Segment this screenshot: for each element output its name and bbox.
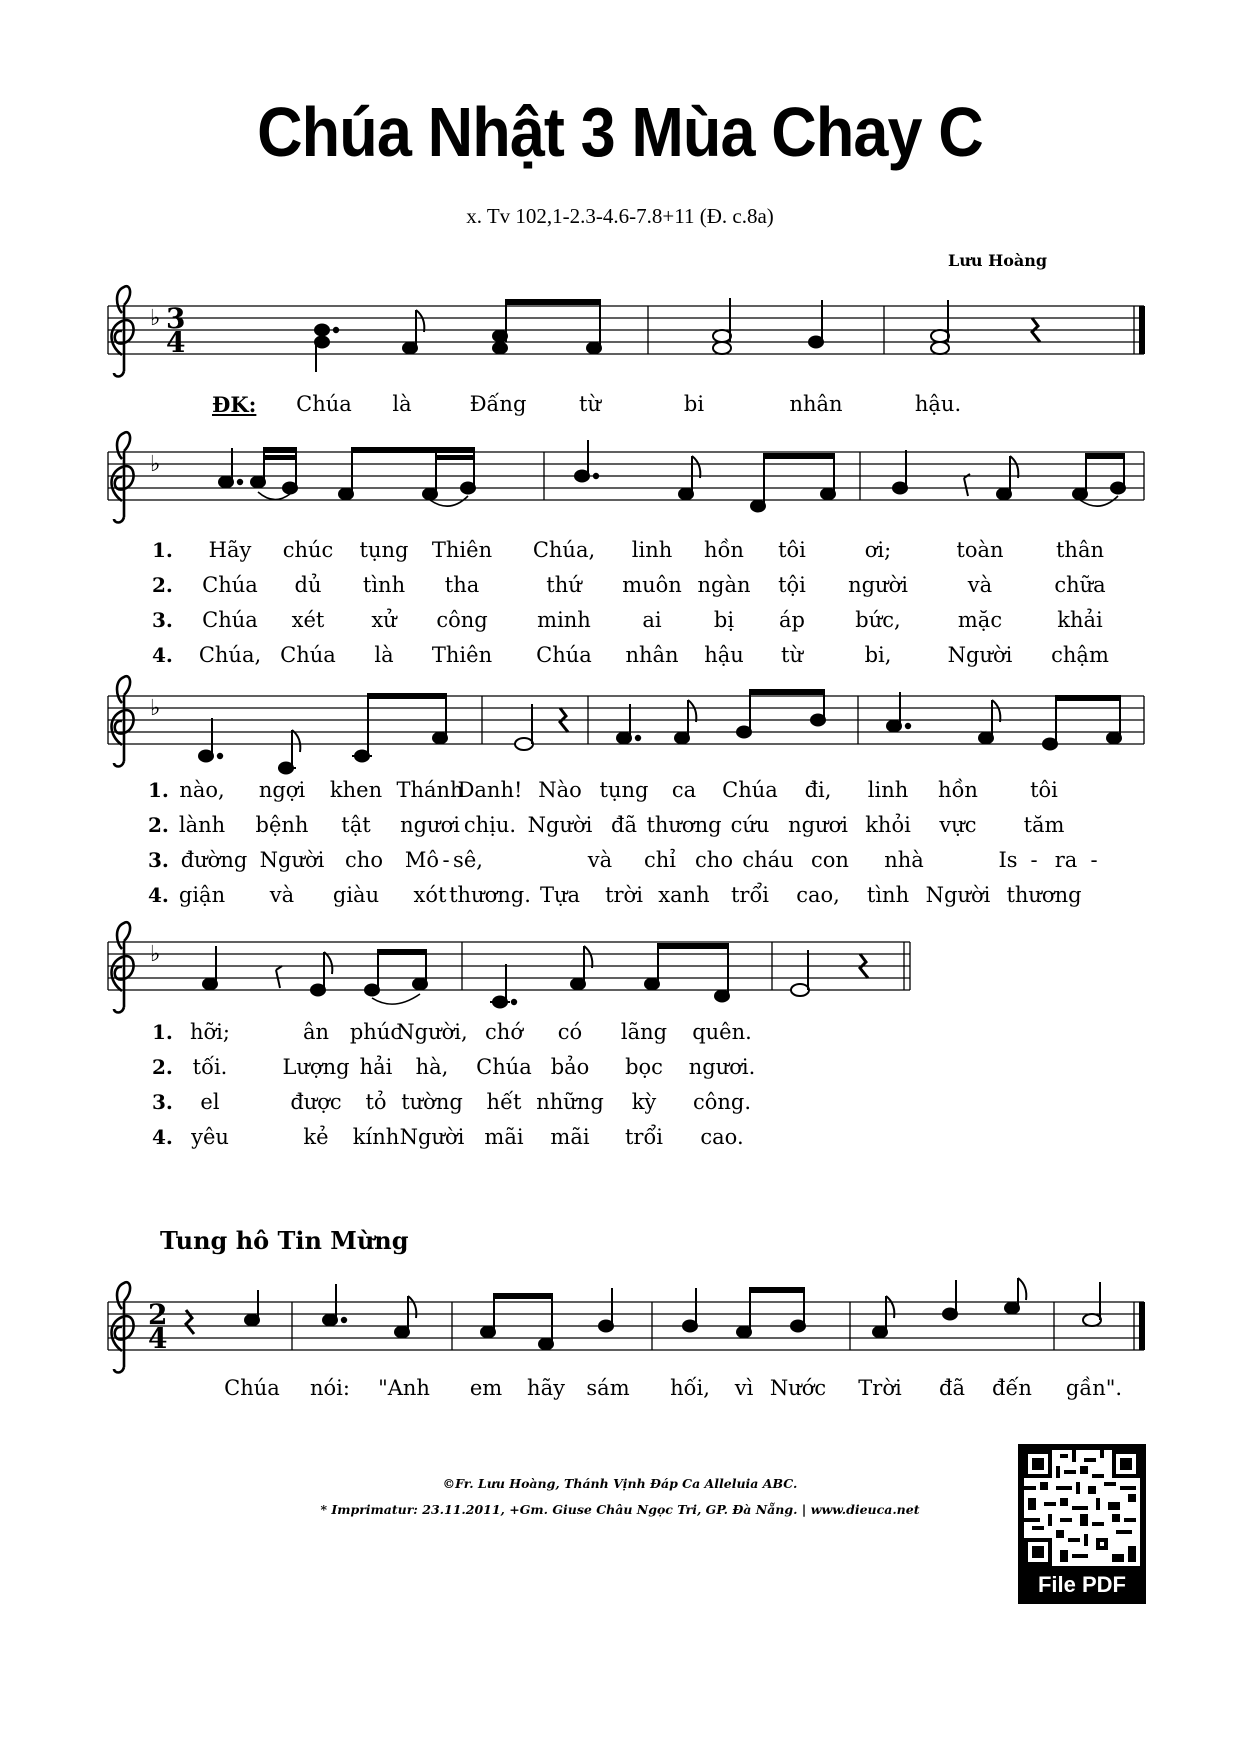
- lyric-syllable: là: [392, 392, 412, 416]
- acclamation-heading: Tung hô Tin Mừng: [160, 1226, 409, 1255]
- lyric-syllable: ngươi: [788, 813, 848, 837]
- lyric-syllable: ai: [642, 608, 662, 632]
- lyric-syllable: chúc: [282, 538, 334, 562]
- svg-text:4: 4: [148, 1322, 168, 1355]
- svg-text:♭: ♭: [150, 696, 161, 721]
- lyric-syllable: bi,: [864, 643, 892, 667]
- lyric-syllable: ngàn: [697, 573, 751, 597]
- verse-number: 3.: [152, 1090, 173, 1114]
- lyric-syllable: kỳ: [631, 1090, 657, 1114]
- staff-system-1: [108, 286, 1145, 376]
- lyric-syllable: được: [290, 1090, 342, 1114]
- lyric-syllable: nói:: [310, 1376, 350, 1400]
- lyric-syllable: "Anh: [378, 1376, 430, 1400]
- lyric-syllable: thứ: [546, 573, 582, 597]
- lyric-syllable: cho: [695, 848, 733, 872]
- lyric-syllable: nhân: [625, 643, 679, 667]
- lyric-syllable: vực: [939, 813, 977, 837]
- lyric-syllable: sám: [586, 1376, 630, 1400]
- lyric-syllable: người: [848, 573, 908, 597]
- lyric-syllable: hậu.: [914, 392, 962, 416]
- lyric-syllable: thương.: [449, 883, 531, 907]
- lyric-syllable: Mô: [404, 848, 440, 872]
- lyric-syllable: lành: [178, 813, 226, 837]
- lyric-syllable: mặc: [957, 608, 1003, 632]
- lyric-syllable: tụng: [359, 538, 409, 562]
- lyric-syllable: Trời: [858, 1376, 902, 1400]
- lyric-syllable: đến: [992, 1376, 1032, 1400]
- lyric-syllable: Người: [527, 813, 593, 837]
- verse-number: 1.: [152, 1020, 173, 1044]
- lyric-syllable: tăm: [1023, 813, 1065, 837]
- lyric-syllable: công: [436, 608, 488, 632]
- lyric-syllable: quên.: [692, 1020, 752, 1044]
- lyric-syllable: chậm: [1051, 643, 1109, 667]
- qr-label: File PDF: [1037, 1572, 1126, 1597]
- lyric-syllable: những: [536, 1090, 604, 1114]
- lyric-syllable: cháu: [742, 848, 794, 872]
- verse-number: 4.: [152, 643, 173, 667]
- qr-pattern: [1024, 1450, 1140, 1566]
- lyric-syllable: khỏi: [865, 813, 911, 837]
- lyric-syllable: kẻ: [303, 1125, 329, 1149]
- svg-text:♭: ♭: [150, 452, 161, 477]
- lyric-syllable: mãi: [550, 1125, 590, 1149]
- lyric-syllable: thương: [1006, 883, 1082, 907]
- lyric-syllable: ca: [671, 778, 697, 802]
- lyric-syllable: đã: [939, 1376, 965, 1400]
- lyric-syllable: cho: [345, 848, 383, 872]
- lyric-syllable: Chúa: [202, 608, 258, 632]
- lyric-syllable: lãng: [620, 1020, 668, 1044]
- lyric-syllable: chỉ: [643, 848, 677, 872]
- lyric-syllable: từ: [781, 643, 803, 667]
- lyric-syllable: ngợi: [258, 778, 306, 802]
- lyric-syllable: hỡi;: [190, 1020, 230, 1044]
- lyric-syllable: chữa: [1054, 573, 1106, 597]
- staff-system-acclamation: [108, 1278, 1145, 1373]
- verse-number: 2.: [148, 813, 169, 837]
- lyric-syllable: tật: [341, 813, 371, 837]
- lyric-syllable: và: [269, 883, 295, 907]
- lyric-syllable: vì: [734, 1376, 754, 1400]
- svg-text:2: 2: [148, 1298, 168, 1331]
- lyric-syllable: khen: [329, 778, 383, 802]
- lyric-syllable: trời: [605, 883, 643, 907]
- lyric-syllable: Nào: [538, 778, 582, 802]
- lyric-syllable: nhân: [789, 392, 843, 416]
- lyric-syllable: muôn: [622, 573, 682, 597]
- lyric-syllable: đi,: [804, 778, 832, 802]
- verse-number: 4.: [152, 1125, 173, 1149]
- lyric-syllable: hồn: [704, 538, 744, 562]
- lyric-syllable: và: [967, 573, 993, 597]
- lyric-syllable: ngươi.: [688, 1055, 756, 1079]
- lyric-syllable: tường: [401, 1090, 463, 1114]
- lyric-syllable: xót: [413, 883, 447, 907]
- lyric-syllable: Chúa: [296, 392, 352, 416]
- lyric-syllable: Is: [998, 848, 1018, 872]
- lyric-syllable: là: [374, 643, 394, 667]
- lyric-syllable: el: [200, 1090, 220, 1114]
- lyric-syllable: tụng: [599, 778, 649, 802]
- lyric-syllable: Lượng: [282, 1055, 350, 1079]
- flat-key-signature: ♭: [150, 306, 161, 331]
- lyric-syllable: Chúa: [202, 573, 258, 597]
- lyric-syllable: đã: [611, 813, 637, 837]
- lyric-syllable: con: [811, 848, 849, 872]
- lyric-syllable: tỏ: [365, 1090, 387, 1114]
- qr-code[interactable]: [1018, 1444, 1146, 1604]
- lyric-syllable: Người: [399, 1125, 465, 1149]
- lyric-syllable: bi: [683, 392, 705, 416]
- page-title: Chúa Nhật 3 Mùa Chay C: [257, 93, 983, 171]
- lyric-syllable: dủ: [294, 573, 322, 597]
- lyric-syllable: trổi: [624, 1125, 664, 1149]
- lyric-syllable: phúc: [349, 1020, 403, 1044]
- lyric-syllable: bệnh: [255, 813, 309, 837]
- lyric-syllable: linh: [867, 778, 909, 802]
- lyric-syllable: xử: [371, 608, 397, 632]
- lyric-syllable: nhà: [884, 848, 924, 872]
- staff-system-4: [108, 922, 910, 1012]
- lyric-syllable: -: [1090, 848, 1098, 872]
- lyric-syllable: Danh!: [457, 778, 523, 802]
- lyric-syllable: hải: [359, 1055, 393, 1079]
- lyric-syllable: nào,: [179, 778, 225, 802]
- lyric-syllable: sê,: [453, 848, 483, 872]
- lyric-syllable: Tựa: [539, 883, 581, 907]
- lyric-syllable: Người: [947, 643, 1013, 667]
- lyric-syllable: Người: [259, 848, 325, 872]
- lyric-syllable: thân: [1055, 538, 1105, 562]
- lyric-syllable: bảo: [550, 1055, 590, 1079]
- lyric-syllable: Thánh: [396, 778, 464, 802]
- lyric-syllable: chớ: [485, 1020, 523, 1044]
- lyric-syllable: minh: [537, 608, 591, 632]
- copyright-line: ©Fr. Lưu Hoàng, Thánh Vịnh Đáp Ca Alleluia ABC.: [442, 1476, 798, 1491]
- lyric-syllable: cao.: [700, 1125, 744, 1149]
- lyric-syllable: mãi: [484, 1125, 524, 1149]
- lyric-syllable: áp: [779, 608, 805, 632]
- lyric-syllable: tội: [778, 573, 806, 597]
- lyric-syllable: kính: [352, 1125, 400, 1149]
- lyric-syllable: ơi;: [864, 538, 892, 562]
- lyric-syllable: từ: [579, 392, 601, 416]
- lyric-syllable: thương: [646, 813, 722, 837]
- lyric-syllable: bức,: [855, 608, 901, 632]
- lyric-syllable: ân: [302, 1020, 330, 1044]
- svg-text:4: 4: [166, 326, 186, 359]
- lyric-syllable: tôi: [778, 538, 806, 562]
- lyric-syllable: trổi: [730, 883, 770, 907]
- verse-number: 2.: [152, 1055, 173, 1079]
- lyric-syllable: yêu: [191, 1125, 229, 1149]
- lyric-syllable: toàn: [956, 538, 1004, 562]
- lyric-syllable: tình: [866, 883, 910, 907]
- lyric-syllable: bọc: [625, 1055, 663, 1079]
- svg-text:3: 3: [166, 302, 186, 335]
- lyric-syllable: ngươi: [400, 813, 460, 837]
- lyric-syllable: tôi: [1030, 778, 1058, 802]
- lyric-syllable: gần".: [1065, 1376, 1123, 1400]
- lyric-syllable: và: [587, 848, 613, 872]
- lyric-syllable: Đấng: [469, 392, 527, 416]
- lyric-syllable: linh: [631, 538, 673, 562]
- lyric-syllable: khải: [1057, 608, 1103, 632]
- verse-number: 4.: [148, 883, 169, 907]
- lyric-syllable: Chúa: [536, 643, 592, 667]
- lyric-syllable: xét: [291, 608, 325, 632]
- verse-number: 1.: [148, 778, 169, 802]
- lyric-syllable: -: [1030, 848, 1038, 872]
- lyric-syllable: giàu: [332, 883, 380, 907]
- verse-number: 1.: [152, 538, 173, 562]
- verse-number: 3.: [148, 848, 169, 872]
- lyric-syllable: Thiên: [431, 538, 493, 562]
- svg-text:♭: ♭: [150, 942, 161, 967]
- lyric-syllable: đường: [180, 848, 248, 872]
- imprimatur-line: * Imprimatur: 23.11.2011, +Gm. Giuse Châu Ngọc Tri, GP. Đà Nẵng. | www.dieuca.net: [320, 1502, 920, 1517]
- lyric-syllable: bị: [713, 608, 735, 632]
- lyric-syllable: ra: [1054, 848, 1078, 872]
- lyric-syllable: Chúa: [476, 1055, 532, 1079]
- lyric-syllable: Chúa,: [198, 643, 262, 667]
- lyric-syllable: công.: [692, 1090, 752, 1114]
- lyric-syllable: tối.: [192, 1055, 228, 1079]
- lyric-syllable: Chúa: [280, 643, 336, 667]
- lyric-syllable: em: [469, 1376, 503, 1400]
- lyric-syllable: hết: [486, 1090, 522, 1114]
- lyric-syllable: Người,: [396, 1020, 468, 1044]
- lyric-syllable: Chúa: [722, 778, 778, 802]
- refrain-label: ĐK:: [212, 392, 257, 417]
- lyric-syllable: Chúa,: [532, 538, 596, 562]
- lyric-syllable: cứu: [730, 813, 770, 837]
- lyric-syllable: giận: [178, 883, 226, 907]
- lyric-syllable: tình: [362, 573, 406, 597]
- lyric-syllable: hậu: [704, 643, 744, 667]
- lyric-syllable: tha: [444, 573, 480, 597]
- lyric-syllable: Thiên: [431, 643, 493, 667]
- lyric-syllable: xanh: [658, 883, 710, 907]
- lyric-syllable: chịu.: [463, 813, 517, 837]
- lyric-syllable: Người: [925, 883, 991, 907]
- psalm-reference: x. Tv 102,1-2.3-4.6-7.8+11 (Đ. c.8a): [466, 204, 774, 228]
- staff-system-3: [108, 676, 1144, 773]
- lyric-syllable: Chúa: [224, 1376, 280, 1400]
- lyric-syllable: cao,: [796, 883, 840, 907]
- lyric-syllable: hối,: [670, 1376, 710, 1400]
- lyric-syllable: có: [557, 1020, 583, 1044]
- staff-system-2: [108, 432, 1144, 522]
- lyric-syllable: -: [442, 848, 450, 872]
- verse-number: 3.: [152, 608, 173, 632]
- lyric-syllable: Nước: [769, 1376, 827, 1400]
- composer: Lưu Hoàng: [948, 251, 1048, 270]
- lyric-syllable: hà,: [415, 1055, 449, 1079]
- lyric-syllable: hồn: [938, 778, 978, 802]
- lyric-syllable: Hãy: [208, 538, 252, 562]
- lyric-syllable: hãy: [527, 1376, 565, 1400]
- verse-number: 2.: [152, 573, 173, 597]
